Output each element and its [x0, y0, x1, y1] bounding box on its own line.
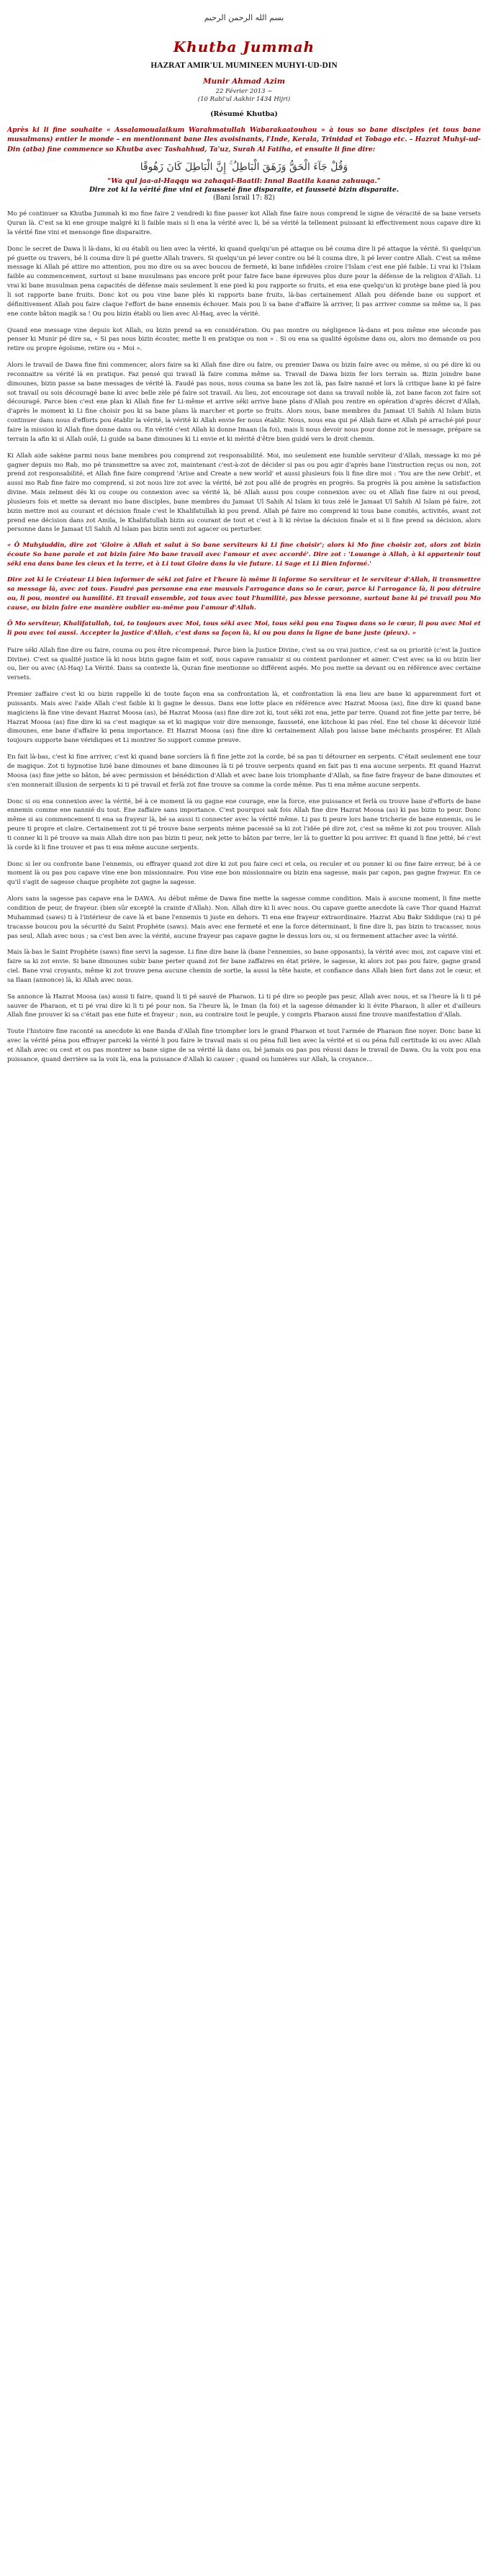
intro-paragraph: Après ki li fine souhaite « Assalamoualaikum Warahmatullah Wabarakaatouhou » à tous so bane disciples (et tous bane musulmans) entier le monde – en mentionnant bane Iles avoisinants, l'Inde, Kerala, Trinidad et Tobago etc. – Hazrat Muhyi-ud-Din (atba) fine commence so Khutba avec Tashahhud, Ta'uz, Surah Al Fatiha, et ensuite li fine dire:: [7, 125, 481, 153]
body-paragraph: Toute l'histoire fine raconté sa anecdote ki ene Banda d'Allah fine triompher lors le grand Pharaon et tout l'armée de Pharaon fine noyer. Donc bane ki avec la vérité péna pou effrayer parceki la vérité li pou faire le travail mais si ou péna full lien avec la vérité et si ou péna full certitude ki ou avec Allah et Allah avec ou cest et ou pas montrer sa bane signe de sa vérité là dans ou, bé jamais ou pas pou réussi dans le travail de Dawa. Ou la voix pou ena puissance, quand derrière sa la voix là, ena la puissance d'Allah ki causer ; quand ou lumières sur Allah, la croyance...: [7, 1027, 481, 1063]
bismillah: بسم الله الرحمن الرحيم: [204, 13, 284, 22]
date-hijri: (10 Rabi'ul Aakhir 1434 Hijri): [197, 96, 291, 104]
body-paragraph: Faire séki Allah fine dire ou faire, couma ou pou être récompensé. Parce bien la Justice Divine, c'est sa ou vrai justice, c'est sa ou prioritè (c'est la Justice Divine). C'est sa qualité justice là ki nous bizin gagne faim et soif, nous capave ransaisir si ou content pardonner et aimer. C'est avec sa ki ou bizin lier ou, lier ou avec (Al-Haq) La Vérité. Dans sa contexte là, Quran fine mentionne so différent aspés. Mo pou mette sa devant ou en référence avec certaine versets.: [7, 645, 481, 681]
author-name: Munir Ahmad Azim: [203, 77, 285, 86]
quran-verse-translation: Dire zot ki la vérité fine vini et fausseté fine disparaite, et fausseté bizin disparaite.: [89, 186, 399, 194]
body-paragraph: Mais là-bas le Saint Prophète (saws) fine servi la sagesse. Li fine dire bane là (bane l'ennemies, so bane opposants), la vérité avec moi, zot capave vini et faire sa ki zot envie. Si bane dimounes subir bane perter quand zot fer bane zaffaires en état prière, le sagesse, ki alors zot pas pou faire, gagne grand ciel. Bane vrai croyants, même ki zot trouve pena aucune chemin de sortie, la aussi la tête haute, et confiance dans Allah bien fort dans zot le cœur, et sa Ilaan (annonce) là, ki Allah avec nous.: [7, 948, 481, 983]
body-paragraph: Donc le secret de Dawa li là-dans, ki ou établi ou lien avec la vérité, ki quand quelqu'un pé attaque ou bé couma dire li pé attaque la vérité. Si quelqu'un pé guette ou travers, bé li couma dire li pé guette Allah travers. Si quelqu'un pé lever contre ou bé li couma dire, li pé lever contre Allah. C'est sa même message ki Allah pé attire mo attention, pou mo dire ou sa avec boucou de fermeté, ki bane infidèles croire l'Islam c'est ene plé faible. Li vrai ki l'Islam faible au commencement, surtout si bane musulmans pas encore prêt pour faire face bane épreuves plus dure pour la défense de la religion d'Allah. Li vrai ki bane musulman pena capacités de défense mais seulement li ene pied ki pou rapporte so fruits, et ena ene quelqu'un ki protège bane pied là pou li sot rapporte bane fruits. Donc kot ou pou vine bane plés ki rapports bane fruits, là-bas certainement Allah pou défende bane ou support et définitivement Allah pou faire claque l'effort de bane ennemis échouer. Mais pou li sa bane d'affaire là arriver, li pas arriver comme sa même sa, li pas ene conte bâton magik sa ! Ou pou bizin établi ou lien avec Al-Haq, avec la vérité.: [7, 244, 481, 317]
subtitle: HAZRAT AMIR'UL MUMINEEN MUHYI-UD-DIN: [150, 61, 338, 70]
body-paragraph: En fait là-bas, c'est ki fine arriver, c'est ki quand bane sorciers là fi fine jette zot la corde, bé sa pas ti détourner en serpents. C'était seulement ene tour de magique. Zot ti hypnotise lizié bane dimounes et bane dimounes là ti pé trouve serpents quand en fait pas ti ena aucune serpents. Et quand Hazrat Moosa (as) fine jette so bâton, bé avec permission et bénédiction d'Allah et avec bane lois triomphante d'Allah, sa fine faire frayeur de bane dimounes et s'en monnerait illusion de serpents ki ti pé travail et ferlà zot fine trouve sa comme la corde même. Pas ti ena même aucune serpents.: [7, 753, 481, 788]
date-gregorian: 22 Février 2013 ~: [215, 88, 273, 95]
page-title: Khutba Jummah: [173, 38, 315, 55]
quran-verse-reference: (Bani Israil 17: 82): [213, 194, 275, 202]
quran-verse-arabic: وَقُلْ جَآءَ الْحَقُّ وَزَهَقَ الْبَاطِلُ ۚ إِنَّ الْبَاطِلَ كَانَ زَهُوقًا: [140, 161, 348, 173]
body-paragraph: Mo pé continuer sa Khutba Jummah ki mo fine faire 2 vendredi ki fine passer kot Allah fine faire nous comprend le signe de véracité de sa bane versets Quran là. C'est sa ki ene groupe malgré ki li faible mais si li ena la vérité avec li, bé sa vérité la tellement puissant ki effectivement nous capave dire ki la vérité fine vini et mensonge fine disparaitre.: [7, 210, 481, 236]
body-paragraph: Alors sans la sagesse pas capave ena le DAWA. Au début même de Dawa fine mette la sagesse comme condition. Mais à aucune moment, li fine mette condition de peur, de frayeur. (bien sûr excepté la crainte d'Allah). Non. Allah dire ki li avec nous. Ou capave guette anecdote là cave Thor quand Hazrat Muhammad (saws) ti à l'intérieur de cave là et bane l'ennemis ti juste en dehors. Ti ena ene frayeur extraordinaire. Hazrat Abu Bakr Siddique (ra) ti pé tracasse boucou pou la sécurité du Saint Prophète (saws). Mais avec ene fermeté et ene la force déterminant, li fine dire li, pas bizin to tracasser, nous pas seul, Allah avec nous ; sa c'est lien avec la vérité, aucune frayeur pas capave gagne le dessus lors ou, si ou fermement attacher avec la vérité.: [7, 895, 481, 939]
body-paragraph: Donc si ou ena connexion avec la vérité, bé à ce moment là ou gagne ene courage, ene la force, ene puissance et ferlà ou trouve bane d'efforts de bane ennemis comme ene nannié du tout. Ene zaffaire sans importance. C'est pourquoi sak fois Allah fine dire Hazrat Moosa (as) ki pas bizin to peur. Donc même si au commencement ti ena sa frayeur là, bé sa aussi ti connecter avec la vérité même. Li pas ti peure lors bane tricherie de bane ennemis, ou le peure ti propre et claire. Certainement zot ti pé trouve bane serpents mème pacessié sa ki zot l'idée pé dire zot, c'est sa même ki zot pou trouver. Allah ti conner ki li pé trouve sa mais Allah dire non pas bizin ti peur, nek jette to bâton par terre, ler là to guetter ki pou arriver. Et quand li fine jetté, bé c'est là corde ki li fine trouver et pas ti ena même aucune serpents.: [7, 797, 481, 851]
body-paragraph: Quand ene message vine depuis kot Allah, ou bizin prend sa en considération. Ou pas montre ou négligence là-dans et pou même ene séconde pas penser ki Munir pé dire sa, « Si pas nous bizin écouter, mette li en pratique ou non » . Si ou ena sa qualité égoïsme dans ou, alors mo demande ou pou retire ou propre égoïsme, retire ou « Moi ».: [7, 326, 481, 352]
body-paragraph: Sa annonce là Hazrat Moosa (as) aussi ti faire, quand li ti pé sauvé de Pharaon. Li ti pé dire so people pas peur, Allah avec nous, et sa l'heure là li ti pé sauver de Pharaon, et ti pé vrai dire ki li ti pé pour non. Sa l'heure là, le Iman (la foi) et la sagesse démander ki li évite Pharaon, li aller et d'ailleurs Allah fine prouver ki sa c'était pas ene fuite et frayeur ; non, au contraire tout le peuple, y compris Pharaon aussi fine trouve manifestation d'Allah.: [7, 992, 481, 1019]
revelation-paragraph: « Ô Muhyiuddin, dire zot 'Gloire à Allah et salut à So bane serviteurs ki Li fine choisir'; alors ki Mo fine choisir zot, alors zot bizin écoute So bane parole et zot bizin faire Mo bane travail avec l'amour et avec accordé'. Dire zot : 'Louange à Allah, à ki appartenir tout séki ena dans bane les cieux et la terre, et à Li tout Gloire dans la vie future. Li Sage et Li Bien Informé.': [7, 542, 481, 568]
body-paragraph: Ki Allah aide sakène parmi nous bane membres pou comprend zot responsabilité. Moi, mo seulement ene humble serviteur d'Allah, message ki mo pé gagner depuis mo Rab, mo pé transmettre sa avec zot, maintenant c'est-à-zot de décider si pas ou pou agir d'après bane l'instruction reçus ou non, zot prend zot responsabilité, et Allah fine faire comprend 'Arise and Create a new world' et aussi plusieurs fois li fine dire moi : 'You are the new Orbit', et aussi mo Rab fine faire mo comprend, si zot nous lire zot avec la vérité, bé zot pou allé de progrès en progrès. Sa progrès là pou amène la satisfaction divine. Mais zelment dés ki ou coupe ou connexion avec sa vérité là, bé Allah aussi pou coupe connexion avec ou et Allah fine faire ni oui prend, plusieurs fois et mette sa devant mo bane disciples, bane membres du Jamaat Ul Sahih Al Islam ki tous zelé le Jamaat Ul Sahih Al Islam pé faire, zot bizin mettre moi au courant et décision finale c'est le Khalifatullah ki pou prend. Allah pé faire mo comprend ki tous bane comités, activités, avant zot prend ene décision dans zot Amila, le Khalifatullah bizin au courant de tout et c'est à li ki révise la décision finale et si li fine prend sa décision, alors personne dans le Jamaat Ul Sahih Al Islam pas bizin senti zot agacer ou perturber.: [7, 451, 481, 533]
body-paragraph: Premier zaffaire c'est ki ou bizin rappelle ki de toute façon ena sa confrontation là, et confrontation là ena lieu are bane ki apparemment fort et puissants. Mais avec l'aide Allah c'est faible ki li gagne le dessus. Dans ene lotte place en référence avec Hazrat Moosa (as), fine dire ki quand bane magiciens là fine vine devant Hazrat Moosa (as), bé Hazrat Moosa (as) fine dire zot ki, tout séki zot ena, jette par terre. Quand zot fine jette par terre, bé Hazrat Moosa (as) fine dire ki sa c'est magique sa et ki magique voir dire mensonge, fausseté, ene kitchose ki pas réel. Ene tel chose ki décevoir lizié dimounes, ene bane d'affaire ki pena importance. Et Hazrat Moosa (as) fine dire ki certainement Allah pou laisse bane méchants prospérer. Et Allah toujours supporte bane véridiques et Li montrer So support comme preuve.: [7, 690, 481, 744]
revelation-paragraph: Dire zot ki le Créateur Li bien informer de séki zot faire et l'heure là même li informe So serviteur et le serviteur d'Allah, li transmettre sa message là, avec zot tous. Faudré pas personne ena ene mauvais l'arrogance dans so le cœur, parce ki l'arrogance là, li pou détruire ou, li pou, montré ou humilité. Et travail ensemble, zot tous avec tout l'humilité, pas blesse personne, surtout bane ki pé travail pou Mo cause, ou bizin faire ene manière oublier ou-même pou l'amour d'Allah.: [7, 576, 481, 612]
body-paragraph: Alors le travail de Dawa fine fini commencer, alors faire sa ki Allah fine dire ou faire, ou premier Dawa ou bizin faire avec ou même, si ou pé dire ki ou reconnaitre sa vérité là en pratique. Faz pensé qui travail là faire comma même sa. Travail de Dawa bizin fer lors terrain sa. Bizin joindre bane dimounes, bizin passe sa bane messages de vérité là. Faudé pas nous, nous couma sa bane les zot là, pas faire nanné et lors là critique bane ki pé faire sot travail ou sois découragé bane ki avec belle zèle pé faire sot travail. Au lieu, zot encourage sot dans sa travail noble là, zot bane facon zot faire sot découragé. Parce bien c'est ene plan ki Allah fine fer Li-même et arrive séki arrive bane plans d'Allah pou rentre en opération d'après décret d'Allah, d'après le moment ki Li fine choisir pou ki sa bane plans là marcher et porte so fruits. Alors nous, bane membres du Jamaat Ul Sahih Al Islam bizin continuer dans nous d'efforts pou établir la vérité, la vérité ki Allah envie fer nous établir. Nous, nous ena qui pé Allah faire et Allah pé arraché-pié pour faire la mission ki Allah fine donne dans ou. En vérité c'est Allah ki donne Imaan (la foi), mais li nous devoir nous pour donne zot le message, prépare sa terrain la afin ki si Allah oulé, Li guide sa bane dimounes ki Li envie et ki mérité d'être bien guidé vers le droit chemin.: [7, 361, 481, 442]
resume-label: (Résumé Khutba): [210, 109, 278, 118]
khutba-body: [7, 209, 481, 1063]
body-paragraph: Donc si ler ou confronte bane l'ennemis, ou effrayer quand zot dire ki zot pou faire ceci et cela, ou reculer et ou ponner ki ou fine faire erreur, bé à ce moment là ou pas pou capave vine ene bon missionnaire. Pou vine ene bon missionnaire ou bizin ena sagesse, mais par capon, pas gagne frayeur. En ce qu'il s'agit de sagesse chaque prophète zot gagne la sagesse.: [7, 859, 481, 886]
quran-verse-transliteration: "Wa qul jaa-al-Haqqu wa zahaqal-Baatil: Innal Baatila kaana zahuuqa.": [107, 176, 381, 185]
revelation-paragraph: Ô Mo serviteur, Khalifatullah, toi, to toujours avec Moi, tous séki avec Moi, tous séki pou ena Taqwa dans so le cœur, li pou avec Moi et li pou avec toi aussi. Accepter la justice d'Allah, c'est dans sa façon là, ki ou pou dans la ligne de bane juste (pieux). »: [7, 620, 481, 638]
khutba-page: [0, 0, 488, 1064]
